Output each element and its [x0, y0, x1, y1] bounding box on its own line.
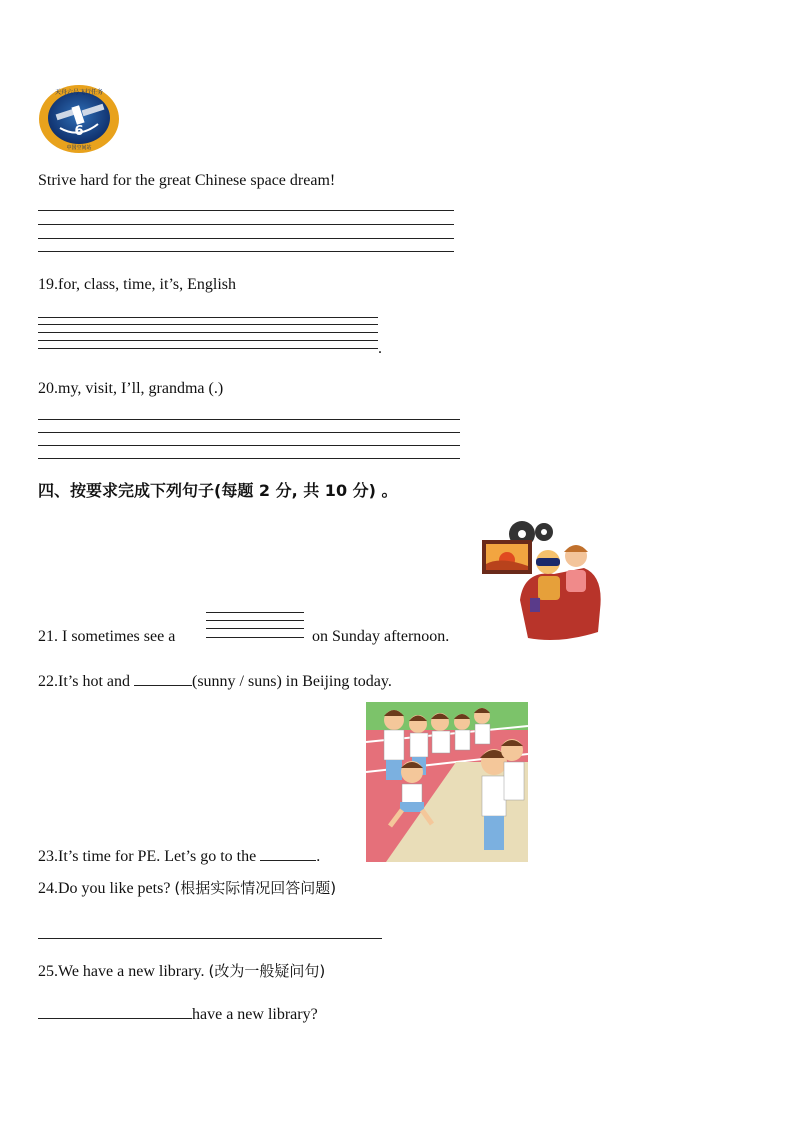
q19-end-mark: . [378, 340, 382, 357]
q23-answer-blank[interactable] [260, 846, 316, 861]
q23-end-mark: . [316, 848, 321, 865]
writing-line [38, 317, 378, 318]
q25-answer-blank[interactable] [38, 1004, 192, 1019]
3d-glasses [536, 558, 560, 566]
q21-text-before: 21. I sometimes see a [38, 628, 176, 645]
q24-prompt [38, 879, 336, 898]
q20-prompt: 20.my, visit, I’ll, grandma (.) [38, 380, 224, 397]
q22-text-before: 22.It’s hot and [38, 673, 130, 690]
cinema-illustration [480, 520, 606, 644]
q23-sentence [38, 846, 320, 866]
writing-line [206, 628, 304, 629]
writing-line [38, 332, 378, 333]
writing-line [38, 340, 378, 341]
q25-note: (改为一般疑问句) [208, 962, 326, 980]
q18-sentence: Strive hard for the great Chinese space dream! [38, 172, 336, 189]
writing-line [38, 224, 454, 225]
q25-text-after: have a new library? [192, 1006, 318, 1023]
q25-question: 25.We have a new library. [38, 963, 205, 980]
q19-prompt: 19.for, class, time, it’s, English [38, 276, 237, 293]
section-four-heading: 四、按要求完成下列句子(每题 2 分, 共 10 分) 。 [38, 481, 398, 500]
q21-text-after: on Sunday afternoon. [312, 628, 450, 645]
writing-line [206, 620, 304, 621]
writing-line [38, 324, 378, 325]
writing-line [38, 419, 460, 420]
logo-bottom-text: 中国空间站 [66, 145, 92, 151]
logo-top-text: 天舟六号飞行任务 [54, 89, 104, 96]
writing-line [38, 432, 460, 433]
writing-line [38, 238, 454, 239]
mission-logo [38, 84, 120, 154]
q25-prompt [38, 962, 325, 981]
q24-note: (根据实际情况回答问题) [174, 879, 337, 897]
pe-long-jump-illustration [366, 702, 528, 862]
writing-line [38, 458, 460, 459]
writing-line [38, 251, 454, 252]
writing-line [38, 445, 460, 446]
logo-numeral: 6 [74, 124, 84, 139]
writing-line [38, 348, 378, 349]
writing-line [38, 210, 454, 211]
q23-text-before: 23.It’s time for PE. Let’s go to the [38, 848, 257, 865]
q24-question: 24.Do you like pets? [38, 880, 171, 897]
writing-line [206, 612, 304, 613]
q22-sentence [38, 671, 392, 691]
q25-answer-row [38, 1004, 318, 1024]
q24-answer-line[interactable] [38, 938, 382, 939]
q22-answer-blank[interactable] [134, 671, 192, 686]
q22-text-after: (sunny / suns) in Beijing today. [192, 673, 392, 690]
popcorn-box [530, 598, 540, 612]
writing-line [206, 637, 304, 638]
